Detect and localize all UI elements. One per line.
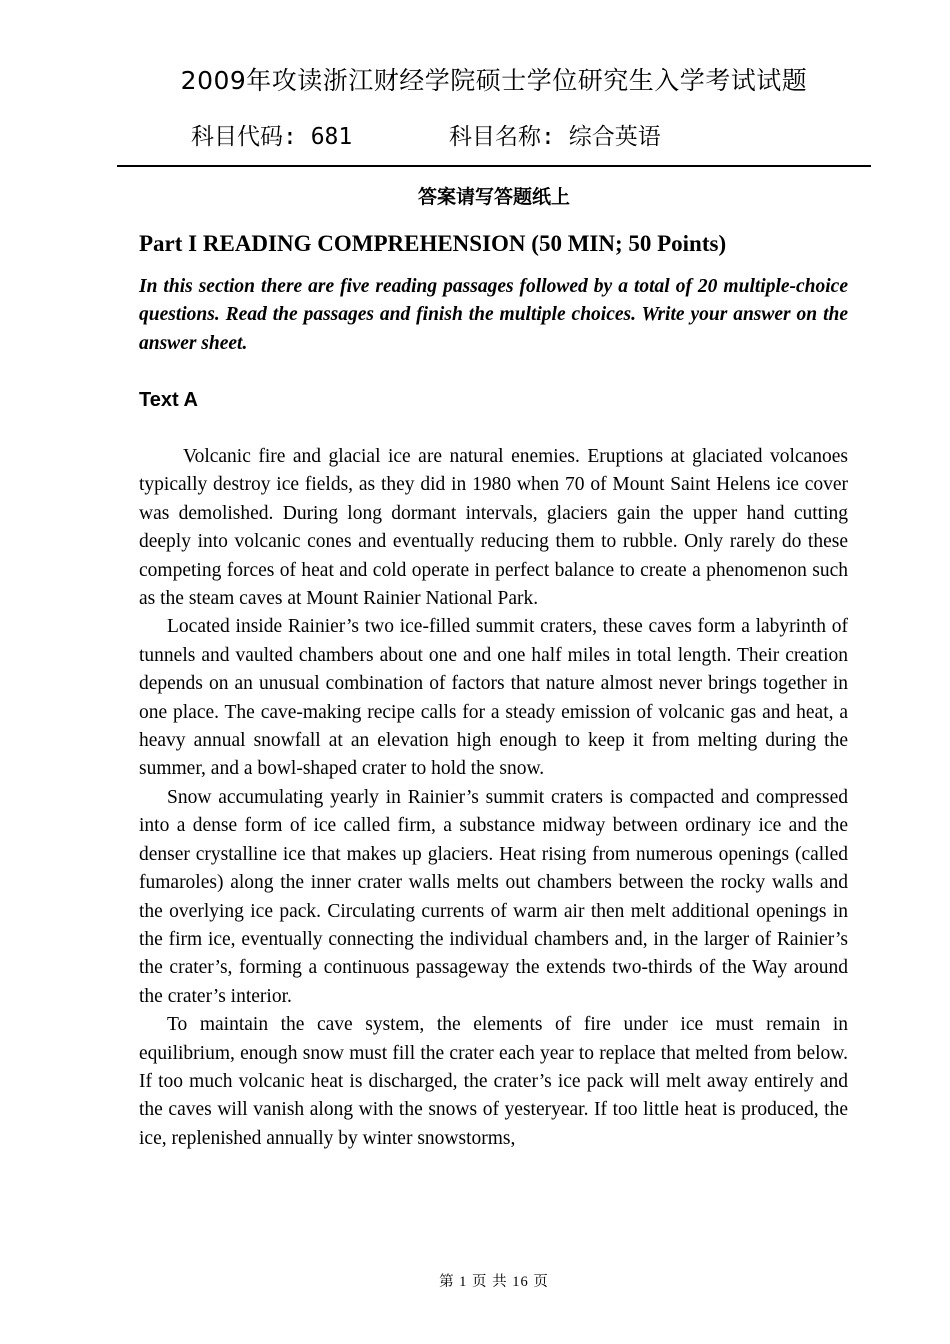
- passage-paragraph: Snow accumulating yearly in Rainier’s summit craters is compacted and compressed into a dense form of ice called firm, a substance midway between ordinary ice and the denser crystalline ice that makes up glaciers. Heat rising from numerous openings (called fumaroles) along the inner crater walls melts out chambers between the rocky walls and the overlying ice pack. Circulating currents of warm air then melt additional openings in the firm ice, eventually connecting the individual chambers and, in the larger of Rainier’s the crater’s, forming a continuous passageway the extends two-thirds of the Way around the crater’s interior.: [139, 786, 848, 1007]
- answer-sheet-note: 答案请写答题纸上: [417, 186, 570, 208]
- text-a-passage: [139, 443, 848, 1153]
- subject-name: 科目名称: 综合英语: [449, 124, 661, 150]
- passage-paragraph: Located inside Rainier’s two ice-filled summit craters, these caves form a labyrinth of tunnels and vaulted chambers about one and one half miles in total length. Their creation depends on an unusual combination of factors that nature almost never brings together in one place. The cave-making recipe calls for a steady emission of volcanic gas and heat, a heavy annual snowfall at an elevation high enough to keep it from melting during the summer, and a bowl-shaped crater to hold the snow.: [139, 616, 848, 780]
- subject-code: 科目代码: 681: [191, 124, 353, 150]
- part-title: Part I READING COMPREHENSION (50 MIN; 50 Points): [139, 231, 727, 256]
- passage-paragraph: Volcanic fire and glacial ice are natural enemies. Eruptions at glaciated volcanoes typically destroy ice fields, as they did in 1980 when 70 of Mount Saint Helens ice cover was demolished. During long dormant intervals, glaciers gain the upper hand cutting deeply into volcanic cones and eventually reducing them to rubble. Only rarely do these competing forces of heat and cold operate in perfect balance to create a phenomenon such as the steam caves at Mount Rainier National Park.: [139, 446, 848, 610]
- exam-title: 2009年攻读浙江财经学院硕士学位研究生入学考试试题: [180, 66, 808, 95]
- passage-paragraph: To maintain the cave system, the elements of fire under ice must remain in equilibrium, enough snow must fill the crater each year to replace that melted from below. If too much volcanic heat is discharged, the crater’s ice pack will melt away entirely and the caves will vanish along with the snows of yesteryear. If too little heat is produced, the ice, replenished annually by winter snowstorms,: [139, 1014, 848, 1149]
- text-a-heading: Text A: [139, 389, 198, 411]
- header-divider: [117, 165, 871, 167]
- section-instructions: In this section there are five reading passages followed by a total of 20 multiple-choice questions. Read the passages and finish the multiple choices. Write your answer on the answer sheet.: [139, 276, 848, 354]
- page-number: 第 1 页 共 16 页: [439, 1274, 549, 1290]
